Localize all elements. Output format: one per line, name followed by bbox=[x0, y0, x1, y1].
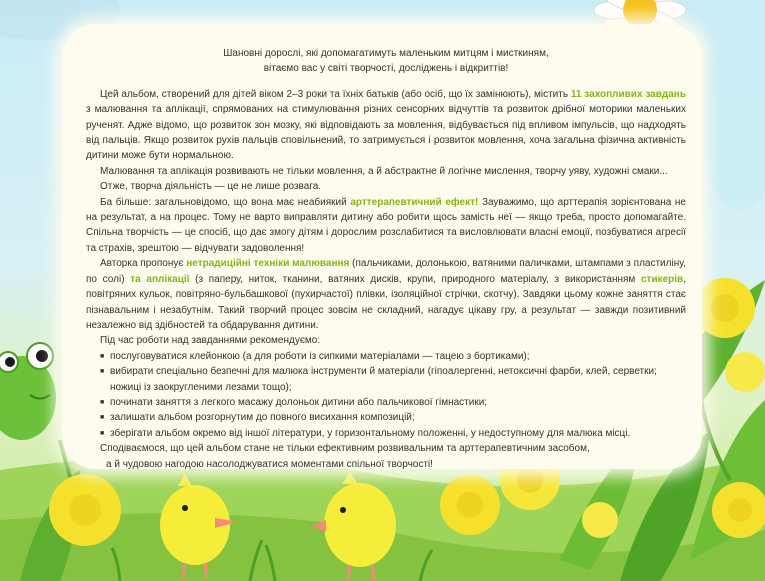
paragraph-5-text-a: Авторка пропонує bbox=[100, 258, 187, 270]
paragraph-2: Малювання та аплікація розвивають не тільки мовлення, а й абстрактне й логічне мислення, творчу уяву, художні смаки... bbox=[100, 165, 668, 177]
list-item: ■ зберігати альбом окремо від іншої літератури, у горизонтальному положенні, у недоступному для малюка місці. bbox=[100, 426, 686, 441]
tips-intro: Під час роботи над завданнями рекомендуємо: bbox=[100, 335, 321, 347]
paragraph-4 bbox=[86, 195, 686, 257]
paragraph-1-text-b: з малювання та аплікації, спрямованих на стимулювання різних сенсорних відчуттів та розвиток дрібної моторики маленьких рученят. Адже відомо, що розвиток зон мозку, які відповідають за мовлення, відбувається під впливом імпульсів, що надходять від пальців. Якщо розвиток рухів пальців сповільнений, то затримується і розвиток мовлення, хоча загальна фізична активність дитини може бути нормальною. bbox=[86, 104, 686, 162]
greeting-line-1: Шановні дорослі, які допомагатимуть маленьким митцям і мисткиням, bbox=[223, 48, 549, 59]
greeting bbox=[86, 46, 686, 77]
paragraph-1 bbox=[86, 87, 686, 164]
document-body bbox=[86, 46, 686, 472]
tips-list bbox=[86, 349, 686, 441]
paragraph-5 bbox=[86, 256, 686, 333]
list-item: ■ починати заняття з легкого масажу долоньок дитини або пальчикової гімнастики; bbox=[100, 395, 686, 410]
paragraph-3: Отже, творча діяльність — це не лише розвага. bbox=[100, 181, 322, 193]
paragraph-4-text-b: Зауважимо, що арттерапія зорієнтована не на результат, а на процес. Тому не варто виправляти дитину або робити щось замість неї — якщо треба, просто допомагайте. Спільна творчість — це спосіб, що дає змогу дітям і дорослим розслабитися та висловлювати власні емоції, позбуватися агресії та страхів, зрештою — відчувати задоволення! bbox=[86, 196, 686, 254]
highlight-art-therapy: арттерапевтичний ефект! bbox=[350, 196, 479, 208]
highlight-applique: та аплікації bbox=[130, 273, 190, 285]
paragraph-1-text-a: Цей альбом, створений для дітей віком 2–3 роки та їхніх батьків (або осіб, що їх замінюють), містить bbox=[100, 88, 571, 100]
list-item: ■ послуговуватися клейонкою (а для роботи із сипкими матеріалами — тацею з бортиками); bbox=[100, 349, 686, 364]
frog-icon bbox=[0, 343, 56, 440]
closing-line-2: а й чудовою нагодою насолоджуватися моментами спільної творчості! bbox=[106, 458, 433, 470]
list-item: ■ залишати альбом розгорнутим до повного висихання композицій; bbox=[100, 410, 686, 425]
paragraph-5-text-c: (з паперу, ниток, тканини, ватяних дисків, крупи, природного матеріалу, з використанням bbox=[189, 273, 641, 285]
highlight-stickers: стикерів bbox=[641, 273, 684, 285]
paragraph-5-text-b: (пальчиками, долонькою, ватяними паличками, штампами з пластиліну, по солі) bbox=[86, 258, 686, 285]
highlight-tasks: 11 захопливих завдань bbox=[570, 88, 686, 100]
list-item: ■ вибирати спеціально безпечні для малюка інструменти й матеріали (гіпоалергенні, нетоксичні фарби, клей, серветки; ножиці із заокругленими лезами тощо); bbox=[100, 364, 686, 395]
highlight-techniques: нетрадиційні техніки малювання bbox=[186, 258, 350, 270]
paragraph-5-text-d: , повітряних кульок, повітряно-бульбашкової (пухирчастої) плівки, ізоляційної стрічки, скотчу). Завдяки цьому кожне заняття стає пізнавальним і незабутнім. Такий творчий процес зовсім не складний, нагадує цікаву гру, а результат — завжди позитивний незалежно від здібностей та обдарування дитини. bbox=[86, 273, 686, 331]
paragraph-4-text-a: Ба більше: загальновідомо, що вона має неабиякий bbox=[100, 196, 351, 208]
greeting-line-2: вітаємо вас у світі творчості, досліджень і відкриттів! bbox=[263, 63, 509, 75]
closing-line-1: Сподіваємося, що цей альбом стане не тільки ефективним розвивальним та арттерапевтичним засобом, bbox=[100, 443, 590, 455]
